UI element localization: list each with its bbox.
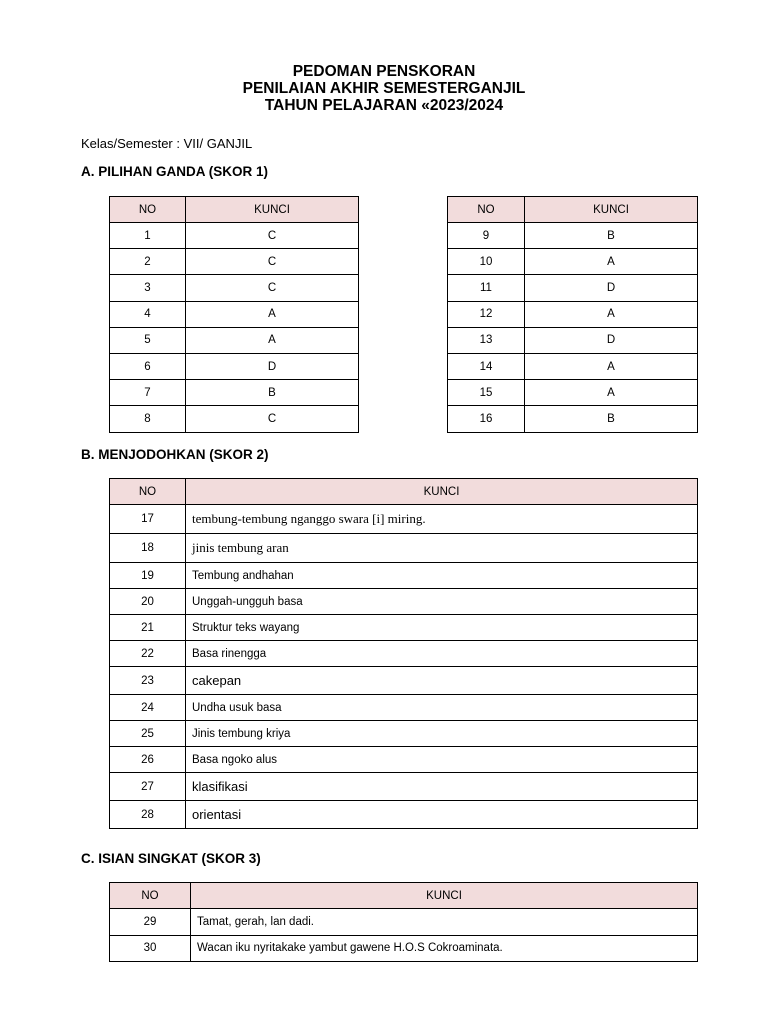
row-no: 10 (448, 249, 525, 275)
row-kunci: A (525, 353, 698, 379)
table-pilihan-ganda-left (109, 196, 359, 433)
header-kunci: KUNCI (186, 479, 698, 505)
header-kunci: KUNCI (525, 197, 698, 223)
header-no: NO (110, 197, 186, 223)
table-row (110, 695, 698, 721)
header-no: NO (110, 883, 191, 909)
table-row (448, 223, 698, 249)
table-pilihan-ganda-right (447, 196, 698, 433)
row-no: 23 (110, 667, 186, 695)
row-no: 25 (110, 721, 186, 747)
row-kunci: Tamat, gerah, lan dadi. (191, 909, 698, 936)
row-kunci: Tembung andhahan (186, 563, 698, 589)
row-no: 27 (110, 773, 186, 801)
title-line-2: PENILAIAN AKHIR SEMESTERGANJIL (242, 80, 526, 97)
table-row (110, 801, 698, 829)
row-no: 16 (448, 406, 525, 432)
table-isian-singkat (109, 882, 698, 962)
table-row (110, 667, 698, 695)
row-kunci: D (525, 275, 698, 301)
row-kunci: C (186, 275, 359, 301)
header-no: NO (448, 197, 525, 223)
row-kunci: Jinis tembung kriya (186, 721, 698, 747)
title-line-1: PEDOMAN PENSKORAN (292, 63, 476, 80)
row-no: 13 (448, 327, 525, 353)
row-no: 21 (110, 615, 186, 641)
row-kunci: A (525, 249, 698, 275)
table-row (110, 406, 359, 432)
row-kunci: A (525, 380, 698, 406)
table-row (110, 615, 698, 641)
row-no: 22 (110, 641, 186, 667)
table-row (110, 773, 698, 801)
row-no: 26 (110, 747, 186, 773)
row-no: 4 (110, 301, 186, 327)
table-row (110, 353, 359, 379)
row-no: 17 (110, 505, 186, 534)
class-semester: Kelas/Semester : VII/ GANJIL (81, 136, 253, 151)
row-no: 24 (110, 695, 186, 721)
row-kunci: Unggah-ungguh basa (186, 589, 698, 615)
table-menjodohkan (109, 478, 698, 829)
header-kunci: KUNCI (191, 883, 698, 909)
table-row (110, 589, 698, 615)
table-row (110, 380, 359, 406)
table-row (110, 505, 698, 534)
row-no: 12 (448, 301, 525, 327)
row-kunci: B (186, 380, 359, 406)
row-kunci: cakepan (186, 667, 698, 695)
row-no: 11 (448, 275, 525, 301)
table-row (110, 721, 698, 747)
table-row (110, 909, 698, 936)
table-row (110, 534, 698, 563)
row-no: 28 (110, 801, 186, 829)
row-kunci: C (186, 406, 359, 432)
row-kunci: B (525, 406, 698, 432)
row-kunci: orientasi (186, 801, 698, 829)
row-kunci: D (186, 353, 359, 379)
row-no: 8 (110, 406, 186, 432)
row-kunci: tembung-tembung nganggo swara [i] miring. (186, 505, 698, 534)
row-no: 7 (110, 380, 186, 406)
row-kunci: A (525, 301, 698, 327)
table-row (448, 406, 698, 432)
row-no: 6 (110, 353, 186, 379)
row-no: 1 (110, 223, 186, 249)
section-a-title: A. PILIHAN GANDA (SKOR 1) (81, 164, 269, 179)
table-row (448, 249, 698, 275)
row-kunci: C (186, 249, 359, 275)
table-row (448, 327, 698, 353)
section-c-title: C. ISIAN SINGKAT (SKOR 3) (81, 851, 261, 866)
table-row (448, 353, 698, 379)
row-no: 14 (448, 353, 525, 379)
section-b-title: B. MENJODOHKAN (SKOR 2) (81, 447, 269, 462)
table-row (110, 747, 698, 773)
table-row (448, 275, 698, 301)
table-row (110, 641, 698, 667)
row-no: 15 (448, 380, 525, 406)
header-no: NO (110, 479, 186, 505)
row-kunci: Struktur teks wayang (186, 615, 698, 641)
row-kunci: Wacan iku nyritakake yambut gawene H.O.S Cokroaminata. (191, 935, 698, 962)
row-kunci: B (525, 223, 698, 249)
row-kunci: Basa ngoko alus (186, 747, 698, 773)
row-no: 18 (110, 534, 186, 563)
table-row (110, 563, 698, 589)
row-no: 9 (448, 223, 525, 249)
row-kunci: Basa rinengga (186, 641, 698, 667)
row-kunci: jinis tembung aran (186, 534, 698, 563)
table-row (110, 301, 359, 327)
row-kunci: Undha usuk basa (186, 695, 698, 721)
table-header-row (110, 883, 698, 909)
row-no: 2 (110, 249, 186, 275)
row-kunci: klasifikasi (186, 773, 698, 801)
table-row (448, 380, 698, 406)
row-no: 30 (110, 935, 191, 962)
row-kunci: A (186, 327, 359, 353)
table-header-row (110, 479, 698, 505)
table-header-row (448, 197, 698, 223)
table-row (110, 223, 359, 249)
row-no: 3 (110, 275, 186, 301)
row-kunci: A (186, 301, 359, 327)
row-no: 29 (110, 909, 191, 936)
table-row (448, 301, 698, 327)
table-header-row (110, 197, 359, 223)
row-no: 5 (110, 327, 186, 353)
table-row (110, 935, 698, 962)
row-no: 20 (110, 589, 186, 615)
header-kunci: KUNCI (186, 197, 359, 223)
row-kunci: C (186, 223, 359, 249)
table-row (110, 275, 359, 301)
row-kunci: D (525, 327, 698, 353)
row-no: 19 (110, 563, 186, 589)
table-row (110, 327, 359, 353)
title-line-3: TAHUN PELAJARAN «2023/2024 (264, 97, 504, 114)
table-row (110, 249, 359, 275)
